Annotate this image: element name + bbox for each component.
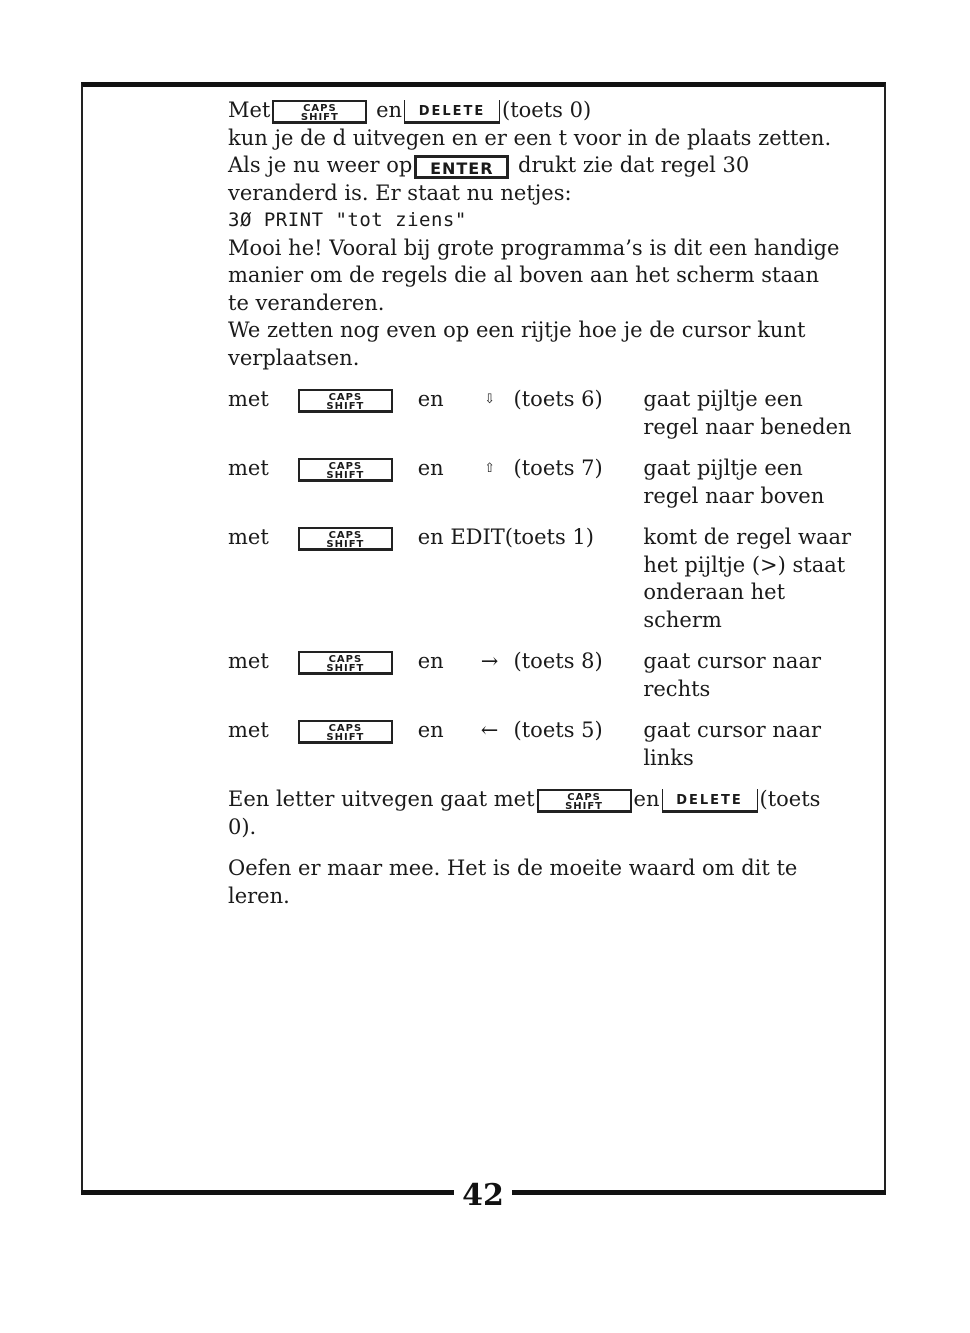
para2-line-3: te veranderen.: [228, 290, 385, 315]
cursor-keys-table: [228, 386, 868, 772]
table-row: met CAPS SHIFT en EDIT(toets 1) komt de regel waar het pijltje (>) staat onderaan het scherm: [228, 525, 852, 632]
bottom-rule-left: [81, 1190, 454, 1195]
caps-shift-key: CAPS SHIFT: [272, 100, 367, 124]
intro-line-1: [228, 97, 868, 125]
text-toets-0: (toets 0): [502, 98, 592, 122]
arrow-right-icon: →: [480, 649, 499, 673]
para2-line-1: Mooi he! Vooral bij grote programma’s is dit een handige: [228, 235, 840, 260]
para2-line-5: verplaatsen.: [228, 345, 360, 370]
caps-shift-key: CAPS SHIFT: [298, 458, 393, 482]
delete-key: DELETE: [404, 100, 500, 124]
enter-key: ENTER: [414, 155, 509, 179]
page-number: 42: [462, 1178, 504, 1213]
caps-shift-key: CAPS SHIFT: [298, 527, 393, 551]
page-content: [228, 97, 868, 910]
para4-line-1: Oefen er maar mee. Het is de moeite waard om dit te: [228, 856, 798, 880]
arrow-down-icon: ⇩: [484, 392, 496, 407]
intro-line-4: veranderd is. Er staat nu netjes:: [228, 180, 572, 205]
intro-line-3: Als je nu weer op ENTER drukt zie dat regel 30: [228, 153, 750, 178]
arrow-left-icon: ←: [480, 718, 499, 742]
code-line: 3Ø PRINT "tot ziens": [228, 209, 467, 231]
bottom-rule-right: [512, 1190, 886, 1195]
delete-key: DELETE: [662, 789, 758, 813]
para4-line-2: leren.: [228, 883, 290, 908]
para2-line-2: manier om de regels die al boven aan het scherm staan: [228, 263, 820, 287]
table-row: met CAPS SHIFT en → (toets 8) gaat cursor naar rechts: [228, 648, 868, 703]
intro-line-2: kun je de d uitvegen en er een t voor in de plaats zetten.: [228, 125, 832, 150]
caps-shift-key: CAPS SHIFT: [298, 389, 393, 413]
text-en: en: [376, 98, 403, 122]
para3-line-1: Een letter uitvegen gaat met CAPS SHIFT en DELETE (toets: [228, 787, 821, 812]
text-met: Met: [228, 98, 271, 122]
arrow-up-icon: ⇧: [484, 461, 496, 476]
table-row: met CAPS SHIFT en ⇧ (toets 7) gaat pijltje een regel naar boven: [228, 455, 868, 510]
caps-shift-key: CAPS SHIFT: [298, 720, 393, 744]
caps-shift-key: CAPS SHIFT: [298, 651, 393, 675]
table-row: met CAPS SHIFT en ← (toets 5) gaat cursor naar links: [228, 717, 868, 772]
para2-line-4: We zetten nog even op een rijtje hoe je de cursor kunt: [228, 318, 806, 342]
caps-shift-key: CAPS SHIFT: [537, 789, 632, 813]
para3-line-2: 0).: [228, 814, 257, 839]
table-row: met CAPS SHIFT en ⇩ (toets 6) gaat pijltje een regel naar beneden: [228, 386, 868, 441]
